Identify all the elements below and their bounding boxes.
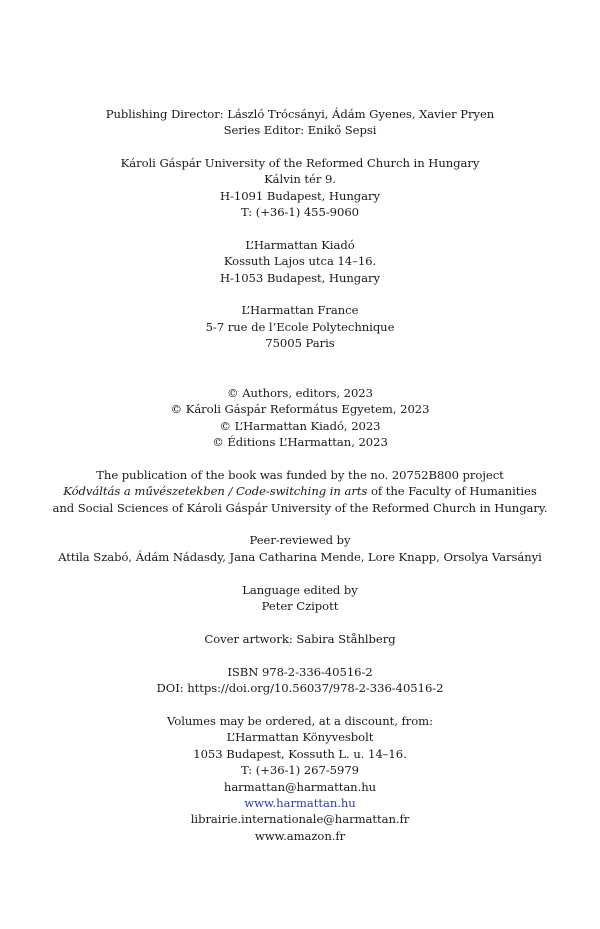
peer-reviewers: Attila Szabó, Ádám Nádasdy, Jana Catharina Mende, Lore Knapp, Orsolya Varsányi — [58, 550, 542, 564]
publisher-fr-name: L’Harmattan France — [241, 303, 359, 317]
amazon-site: www.amazon.fr — [254, 829, 346, 843]
university-city: H-1091 Budapest, Hungary — [219, 189, 381, 203]
university-name: Károli Gáspár University of the Reformed Church in Hungary — [120, 156, 480, 170]
copyright-line: © Authors, editors, 2023 — [227, 386, 373, 400]
publisher-hu-name: L’Harmattan Kiadó — [245, 238, 355, 252]
publisher-fr-street: 5-7 rue de l’Ecole Polytechnique — [205, 320, 395, 334]
isbn: ISBN 978-2-336-40516-2 — [227, 665, 373, 679]
project-title: Kódváltás a művészetekben / Code-switching in arts — [63, 484, 368, 498]
university-phone: T: (+36-1) 455-9060 — [240, 205, 359, 219]
orders-intro: Volumes may be ordered, at a discount, from: — [167, 714, 433, 728]
copyright-line: © L’Harmattan Kiadó, 2023 — [219, 419, 381, 433]
funding-faculty: of the Faculty of Humanities — [367, 484, 537, 498]
orders-phone: T: (+36-1) 267-5979 — [240, 763, 359, 777]
copyright-line: © Éditions L’Harmattan, 2023 — [212, 435, 388, 449]
publisher-hu-street: Kossuth Lajos utca 14–16. — [223, 254, 377, 268]
orders-shop: L’Harmattan Könyvesbolt — [226, 730, 374, 744]
publisher-hu-city: H-1053 Budapest, Hungary — [219, 271, 381, 285]
publisher-fr-city: 75005 Paris — [265, 336, 335, 350]
language-editor: Peter Czipott — [261, 599, 339, 613]
language-editor-label: Language edited by — [242, 583, 358, 597]
peer-review-label: Peer-reviewed by — [249, 533, 351, 547]
series-editor: Series Editor: Enikő Sepsi — [223, 123, 377, 137]
orders-address: 1053 Budapest, Kossuth L. u. 14–16. — [193, 747, 407, 761]
orders-email: harmattan@harmattan.hu — [223, 780, 377, 794]
copyright-line: © Károli Gáspár Református Egyetem, 2023 — [170, 402, 430, 416]
cover-artwork: Cover artwork: Sabira Ståhlberg — [204, 632, 396, 646]
orders-email-international: librairie.internationale@harmattan.fr — [190, 812, 410, 826]
website-link[interactable]: www.harmattan.hu — [244, 796, 356, 810]
funding-line: The publication of the book was funded by the no. 20752B800 project — [96, 468, 504, 482]
funding-project — [0, 483, 600, 499]
publishing-director: Publishing Director: László Trócsányi, Ádám Gyenes, Xavier Pryen — [105, 107, 495, 121]
funding-line: and Social Sciences of Károli Gáspár University of the Reformed Church in Hungary. — [52, 501, 548, 515]
university-street: Kálvin tér 9. — [264, 172, 336, 186]
doi: DOI: https://doi.org/10.56037/978-2-336-40516-2 — [156, 681, 444, 695]
